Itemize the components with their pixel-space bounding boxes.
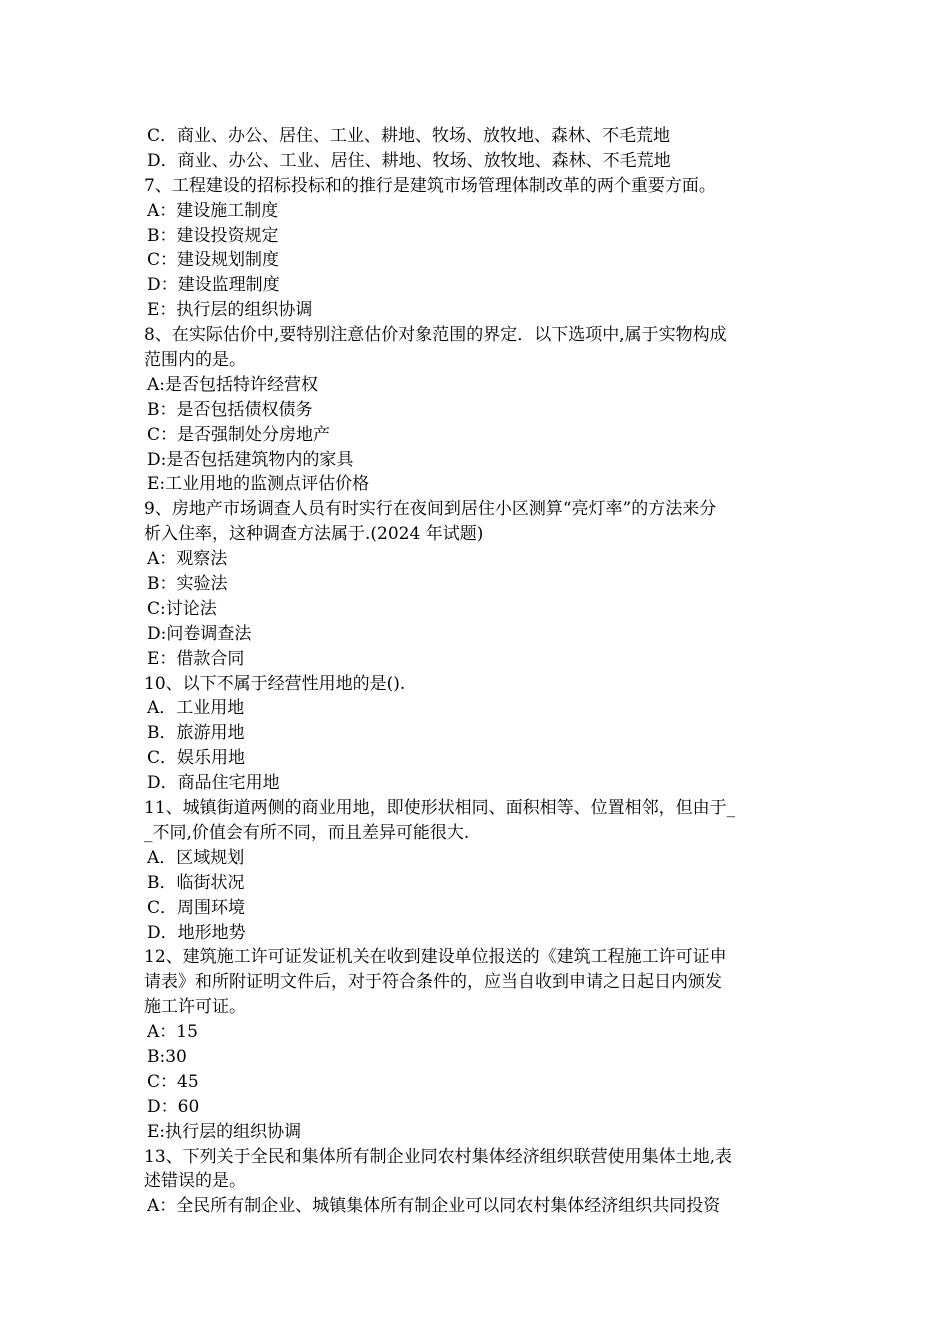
question-line: 8、在实际估价中,要特别注意估价对象范围的界定．以下选项中,属于实物构成 (144, 325, 727, 346)
option-line: E：执行层的组织协调 (147, 300, 313, 321)
option-line: B．临街状况 (147, 872, 245, 893)
question-line: 施工许可证。 (144, 997, 246, 1018)
option-line: E:执行层的组织协调 (147, 1121, 302, 1142)
option-line: D．地形地势 (147, 922, 246, 943)
question-line: 请表》和所附证明文件后，对于符合条件的，应当自收到申请之日起日内颁发 (144, 972, 722, 993)
option-line: A：15 (147, 1022, 198, 1043)
option-line: E:工业用地的监测点评估价格 (147, 474, 370, 495)
option-line: B：实验法 (147, 574, 228, 595)
option-line: A．工业用地 (147, 698, 245, 719)
question-line: 9、房地产市场调查人员有时实行在夜间到居住小区测算“亮灯率”的方法来分 (144, 499, 717, 520)
question-line: 12、建筑施工许可证发证机关在收到建设单位报送的《建筑工程施工许可证申 (144, 947, 727, 968)
question-line: 13、下列关于全民和集体所有制企业同农村集体经济组织联营使用集体土地,表 (144, 1146, 733, 1167)
option-line: B：建设投资规定 (147, 225, 279, 246)
option-line: D．商品住宅用地 (147, 773, 280, 794)
question-line: 述错误的是。 (144, 1171, 246, 1192)
option-line: C．娱乐用地 (147, 748, 246, 769)
option-line: C：45 (147, 1071, 199, 1092)
option-line: A：建设施工制度 (147, 200, 279, 221)
option-line: C:讨论法 (147, 598, 217, 619)
option-line: C．周围环境 (147, 897, 246, 918)
option-line: A：观察法 (147, 549, 228, 570)
option-line: B．旅游用地 (147, 723, 245, 744)
option-line: D：建设监理制度 (147, 275, 280, 296)
document-page (144, 124, 814, 1219)
question-line: 11、城镇街道两侧的商业用地，即使形状相同、面积相等、位置相邻，但由于_ (144, 798, 736, 819)
option-line: C：是否强制处分房地产 (147, 424, 331, 445)
option-line: D:问卷调查法 (147, 623, 252, 644)
option-line: A：全民所有制企业、城镇集体所有制企业可以同农村集体经济组织共同投资 (147, 1196, 721, 1217)
question-line: _不同,价值会有所不同，而且差异可能很大. (144, 822, 470, 843)
question-line: 10、以下不属于经营性用地的是(). (144, 673, 406, 694)
question-line: 7、工程建设的招标投标和的推行是建筑市场管理体制改革的两个重要方面。 (144, 175, 716, 196)
option-line: A:是否包括特许经营权 (147, 374, 319, 395)
option-line: C．商业、办公、居住、工业、耕地、牧场、放牧地、森林、不毛荒地 (147, 126, 671, 146)
option-line: E：借款合同 (147, 648, 245, 669)
option-line: A．区域规划 (147, 847, 245, 868)
option-line: B：是否包括债权债务 (147, 399, 313, 420)
option-line: D：60 (147, 1096, 200, 1117)
option-line: B:30 (147, 1046, 187, 1067)
question-line: 范围内的是。 (144, 350, 246, 371)
option-line: C：建设规划制度 (147, 250, 280, 271)
option-line: D．商业、办公、工业、居住、耕地、牧场、放牧地、森林、不毛荒地 (147, 150, 671, 171)
option-line: D:是否包括建筑物内的家具 (147, 449, 354, 470)
question-line: 析入住率，这种调查方法属于.(2024 年试题) (144, 524, 484, 545)
